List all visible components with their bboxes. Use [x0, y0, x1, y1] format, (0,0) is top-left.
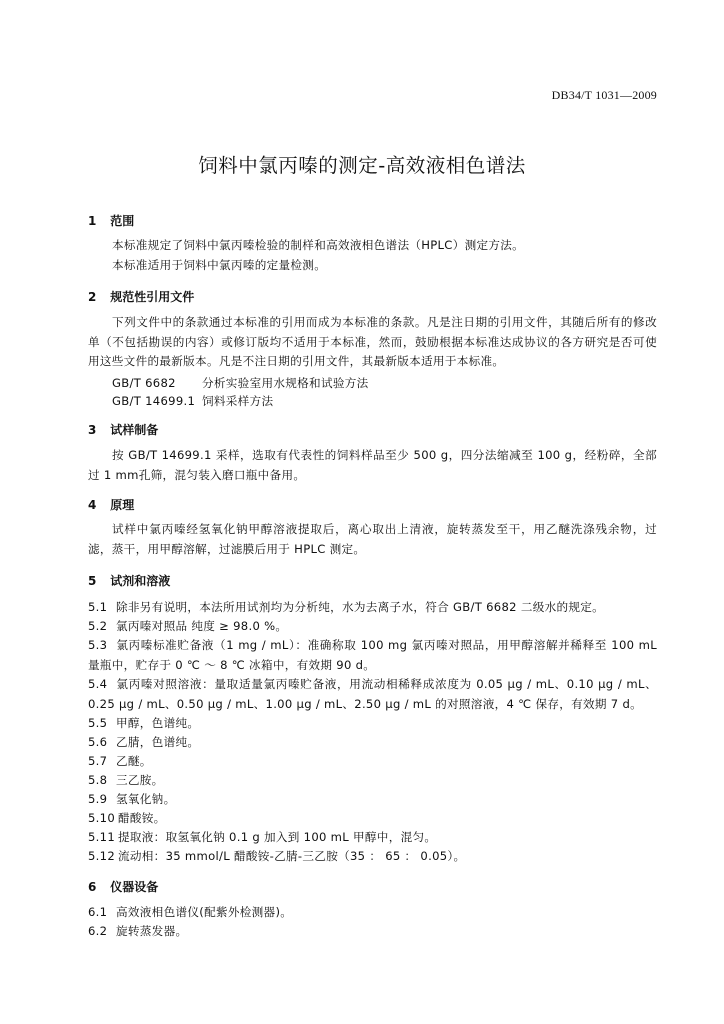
- reference-item: [112, 393, 273, 409]
- item-text: 高效液相色谱仪(配紫外检测器)。: [116, 905, 293, 919]
- list-item: [88, 922, 657, 942]
- section-number: 5: [88, 574, 97, 588]
- section-title: 试样制备: [110, 423, 159, 437]
- section-number: 2: [88, 290, 97, 304]
- reference-name: 分析实验室用水规格和试验方法: [202, 376, 369, 390]
- item-number: 6.1: [88, 905, 108, 919]
- reference-name: 饲料采样方法: [202, 394, 274, 408]
- section-title: 范围: [110, 214, 135, 228]
- item-number: 5.3: [88, 638, 108, 652]
- section-heading-principle: [88, 496, 134, 513]
- paragraph: 本标准规定了饲料中氯丙嗪检验的制样和高效液相色谱法（HPLC）测定方法。: [112, 238, 525, 252]
- section-number: 1: [88, 214, 97, 228]
- section-title: 原理: [110, 498, 135, 512]
- section-title: 试剂和溶液: [110, 574, 171, 588]
- item-number: 5.9: [88, 792, 108, 806]
- section-heading-apparatus: [88, 878, 158, 895]
- item-number: 5.12: [88, 849, 116, 863]
- item-text: 氯丙嗪对照溶液：量取适量氯丙嗪贮备液，用流动相稀释成浓度为 0.05 μg / mL、0.10 μg / mL、0.25 μg / mL、0.50 μg / mL、1.00 μg / mL、2.50 μg / mL 的对照溶液，4 ℃ 保存，有效期 7 d。: [88, 677, 657, 711]
- list-item: [88, 675, 657, 714]
- section-title: 规范性引用文件: [110, 290, 195, 304]
- item-number: 5.7: [88, 754, 108, 768]
- item-number: 5.8: [88, 773, 108, 787]
- section-title: 仪器设备: [110, 880, 159, 894]
- paragraph: 试样中氯丙嗪经氢氧化钠甲醇溶液提取后，离心取出上清液，旋转蒸发至干，用乙醚洗涤残余物，过滤，蒸干，用甲醇溶解，过滤膜后用于 HPLC 测定。: [88, 522, 657, 556]
- paragraph: 按 GB/T 14699.1 采样，选取有代表性的饲料样品至少 500 g，四分法缩减至 100 g，经粉碎，全部过 1 mm孔筛，混匀装入磨口瓶中备用。: [88, 448, 657, 482]
- list-item: [88, 714, 657, 734]
- item-text: 乙腈，色谱纯。: [116, 735, 200, 749]
- item-text: 乙醚。: [116, 754, 152, 768]
- list-item: [88, 790, 657, 810]
- item-number: 5.10: [88, 811, 116, 825]
- list-item: [88, 828, 657, 848]
- item-text: 旋转蒸发器。: [116, 924, 188, 938]
- list-item: [88, 598, 657, 618]
- item-text: 除非另有说明，本法所用试剂均为分析纯，水为去离子水，符合 GB/T 6682 二级水的规定。: [116, 600, 605, 614]
- item-number: 5.6: [88, 735, 108, 749]
- list-item: [88, 752, 657, 772]
- list-item: [88, 733, 657, 753]
- reference-code: GB/T 6682: [112, 376, 176, 390]
- list-item: [88, 903, 657, 923]
- section-number: 3: [88, 423, 97, 437]
- item-text: 醋酸铵。: [118, 811, 166, 825]
- item-text: 流动相：35 mmol/L 醋酸铵-乙腈-三乙胺（35 ： 65 ： 0.05）。: [118, 849, 466, 863]
- item-text: 氢氧化钠。: [116, 792, 176, 806]
- paragraph: 本标准适用于饲料中氯丙嗪的定量检测。: [112, 258, 327, 272]
- list-item: [88, 847, 657, 867]
- item-number: 5.2: [88, 619, 108, 633]
- item-number: 5.11: [88, 830, 116, 844]
- item-number: 5.4: [88, 677, 108, 691]
- section-heading-sample-preparation: [88, 421, 158, 438]
- item-number: 5.1: [88, 600, 108, 614]
- section-number: 6: [88, 880, 97, 894]
- section-heading-scope: [88, 212, 134, 229]
- list-item: [88, 636, 657, 675]
- item-text: 氯丙嗪对照品 纯度 ≥ 98.0 %。: [116, 619, 288, 633]
- list-item: [88, 771, 657, 791]
- item-text: 提取液：取氢氧化钠 0.1 g 加入到 100 mL 甲醇中，混匀。: [118, 830, 437, 844]
- list-item: [88, 809, 657, 829]
- item-text: 甲醇，色谱纯。: [116, 716, 200, 730]
- paragraph: 下列文件中的条款通过本标准的引用而成为本标准的条款。凡是注日期的引用文件，其随后所有的修改单（不包括勘误的内容）或修订版均不适用于本标准，然而，鼓励根据本标准达成协议的各方研究是否可使用这些文件的最新版本。凡是不注日期的引用文件，其最新版本适用于本标准。: [88, 315, 657, 368]
- item-text: 氯丙嗪标准贮备液（1 mg / mL）：准确称取 100 mg 氯丙嗪对照品，用甲醇溶解并稀释至 100 mL 量瓶中，贮存于 0 ℃ ～ 8 ℃ 冰箱中，有效期 90 d。: [88, 638, 657, 672]
- item-text: 三乙胺。: [116, 773, 164, 787]
- section-heading-reagents: [88, 572, 170, 589]
- section-heading-normative-references: [88, 288, 194, 305]
- item-number: 5.5: [88, 716, 108, 730]
- reference-item: [112, 375, 369, 391]
- document-title: 饲料中氯丙嗪的测定-高效液相色谱法: [198, 154, 526, 177]
- item-number: 6.2: [88, 924, 108, 938]
- section-number: 4: [88, 498, 97, 512]
- reference-code: GB/T 14699.1: [112, 394, 196, 408]
- list-item: [88, 617, 657, 637]
- standard-code: DB34/T 1031—2009: [551, 88, 657, 102]
